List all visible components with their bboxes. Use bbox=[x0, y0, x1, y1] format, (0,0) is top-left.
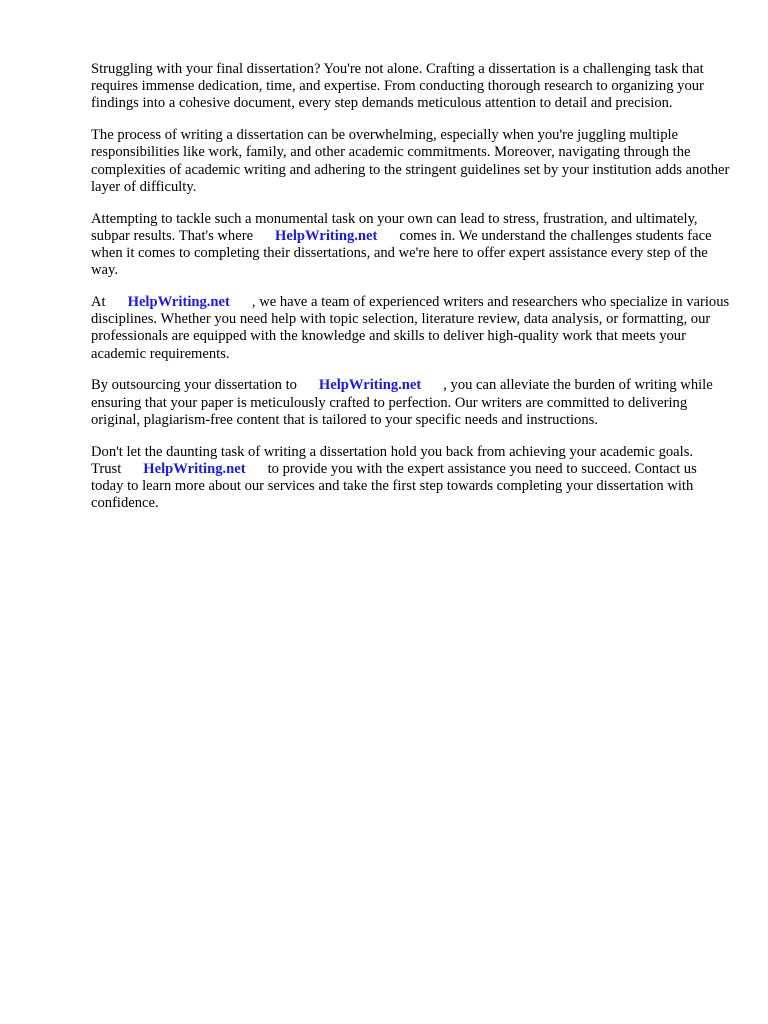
paragraph-text-after: to provide you with the expert assistance you need to succeed. Contact us today to learn more about our services and take the first step towards completing your dissertation with confidence. bbox=[91, 460, 697, 512]
helpwriting-link[interactable]: HelpWriting.net bbox=[318, 377, 422, 394]
paragraph-text-before: By outsourcing your dissertation to bbox=[91, 377, 297, 394]
paragraph-intro bbox=[91, 61, 731, 113]
paragraph-text-before: Attempting to tackle such a monumental task on your own can lead to stress, frustration, and ultimately, subpar results. That's where bbox=[91, 210, 698, 244]
paragraph-text-after: comes in. We understand the challenges students face when it comes to completing their dissertations, and we're here to offer expert assistance every step of the way. bbox=[91, 227, 712, 279]
helpwriting-link[interactable]: HelpWriting.net bbox=[127, 294, 230, 311]
paragraph-closing bbox=[91, 444, 731, 513]
paragraph-process bbox=[91, 127, 731, 196]
paragraph-text: Struggling with your final dissertation? You're not alone. Crafting a dissertation is a challenging task that requires immense dedication, time, and expertise. From conducting thorough research to organizing your findings into a cohesive document, every step demands meticulous attention to detail and precision. bbox=[91, 61, 704, 112]
paragraph-text: The process of writing a dissertation can be overwhelming, especially when you're juggling multiple responsibilities like work, family, and other academic commitments. Moreover, navigating through the complexities of academic writing and adhering to the stringent guidelines set by your institution adds another layer of difficulty. bbox=[91, 127, 730, 195]
paragraph-text-before: Don't let the daunting task of writing a dissertation hold you back from achieving your academic goals. Trust bbox=[91, 443, 694, 477]
paragraph-text-after: , we have a team of experienced writers and researchers who specialize in various disciplines. Whether you need help with topic selection, literature review, data analysis, or formatting, our professionals are equipped with the knowledge and skills to deliver high-quality work that meets your academic requirements. bbox=[91, 294, 730, 362]
paragraph-outsourcing bbox=[91, 377, 731, 429]
paragraph-text-before: At bbox=[91, 294, 106, 311]
paragraph-text-after: , you can alleviate the burden of writing while ensuring that your paper is meticulously crafted to perfection. Our writers are committed to delivering original, plagiarism-free content that is tailored to your specific needs and instructions. bbox=[91, 377, 713, 428]
paragraph-team bbox=[91, 294, 731, 363]
helpwriting-link[interactable]: HelpWriting.net bbox=[275, 227, 378, 244]
paragraph-attempting bbox=[91, 211, 731, 280]
document-body bbox=[91, 61, 731, 527]
helpwriting-link[interactable]: HelpWriting.net bbox=[143, 460, 246, 477]
